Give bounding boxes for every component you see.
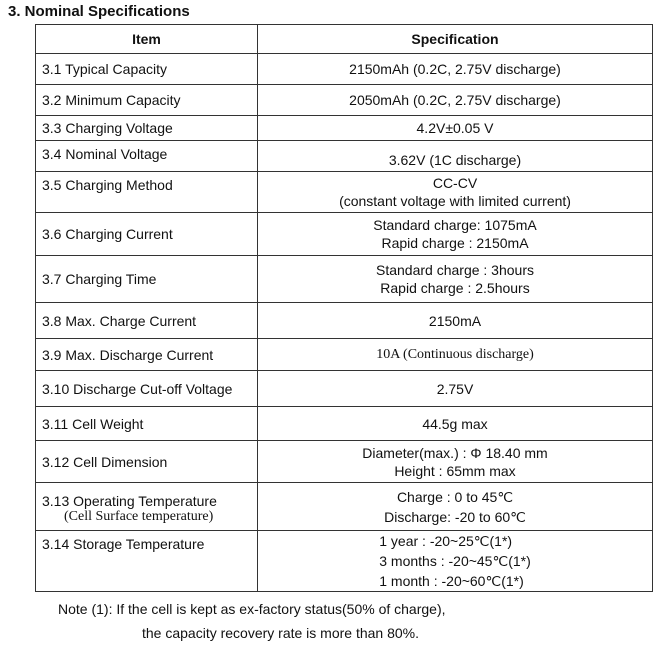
row-spec: 44.5g max (258, 407, 653, 441)
row-spec (258, 531, 653, 592)
row-item: 3.8 Max. Charge Current (36, 303, 258, 339)
row-spec: 3.62V (1C discharge) (258, 141, 653, 172)
table-row (36, 483, 653, 531)
row-item: 3.12 Cell Dimension (36, 441, 258, 483)
row-item: 3.1 Typical Capacity (36, 54, 258, 85)
row-spec: Charge : 0 to 45℃ Discharge: -20 to 60℃ (258, 483, 653, 531)
table-row (36, 371, 653, 407)
footnote (58, 597, 446, 645)
table-row (36, 116, 653, 141)
row-item: 3.6 Charging Current (36, 213, 258, 256)
row-spec: Standard charge: 1075mA Rapid charge : 2150mA (258, 213, 653, 256)
row-spec: 2050mAh (0.2C, 2.75V discharge) (258, 85, 653, 116)
footnote-line-2: the capacity recovery rate is more than 80%. (142, 625, 420, 641)
storage-temperature-list: 1 year : -20~25℃(1*) 3 months : -20~45℃(1*) 1 month : -20~60℃(1*) (379, 533, 531, 589)
item-column-header: Item (36, 25, 258, 54)
row-spec: Diameter(max.) : Φ 18.40 mm Height : 65mm max (258, 441, 653, 483)
row-item: 3.10 Discharge Cut-off Voltage (36, 371, 258, 407)
row-spec: Standard charge : 3hours Rapid charge : 2.5hours (258, 256, 653, 303)
specifications-table (35, 24, 653, 592)
row-spec: 4.2V±0.05 V (258, 116, 653, 141)
row-item: 3.9 Max. Discharge Current (36, 339, 258, 371)
table-row (36, 407, 653, 441)
table-row (36, 531, 653, 592)
row-spec: 2150mAh (0.2C, 2.75V discharge) (258, 54, 653, 85)
table-row (36, 172, 653, 213)
row-item: 3.5 Charging Method (36, 172, 258, 213)
footnote-line-1: Note (1): If the cell is kept as ex-factory status(50% of charge), (58, 601, 446, 617)
row-item: 3.2 Minimum Capacity (36, 85, 258, 116)
table-row (36, 54, 653, 85)
row-item: 3.14 Storage Temperature (36, 531, 258, 592)
row-spec: 2150mA (258, 303, 653, 339)
table-row (36, 303, 653, 339)
table-row (36, 441, 653, 483)
table-row (36, 85, 653, 116)
row-spec: CC-CV (constant voltage with limited current) (258, 172, 653, 213)
table-header-row (36, 25, 653, 54)
table-row (36, 141, 653, 172)
table-row (36, 256, 653, 303)
section-heading: 3. Nominal Specifications (8, 3, 190, 20)
spec-column-header: Specification (258, 25, 653, 54)
row-item: 3.3 Charging Voltage (36, 116, 258, 141)
table-row (36, 213, 653, 256)
table-row (36, 339, 653, 371)
row-item: 3.11 Cell Weight (36, 407, 258, 441)
row-spec: 10A (Continuous discharge) (258, 339, 653, 371)
row-spec: 2.75V (258, 371, 653, 407)
row-item: 3.7 Charging Time (36, 256, 258, 303)
row-item: 3.13 Operating Temperature (Cell Surface temperature) (36, 483, 258, 531)
row-item: 3.4 Nominal Voltage (36, 141, 258, 172)
